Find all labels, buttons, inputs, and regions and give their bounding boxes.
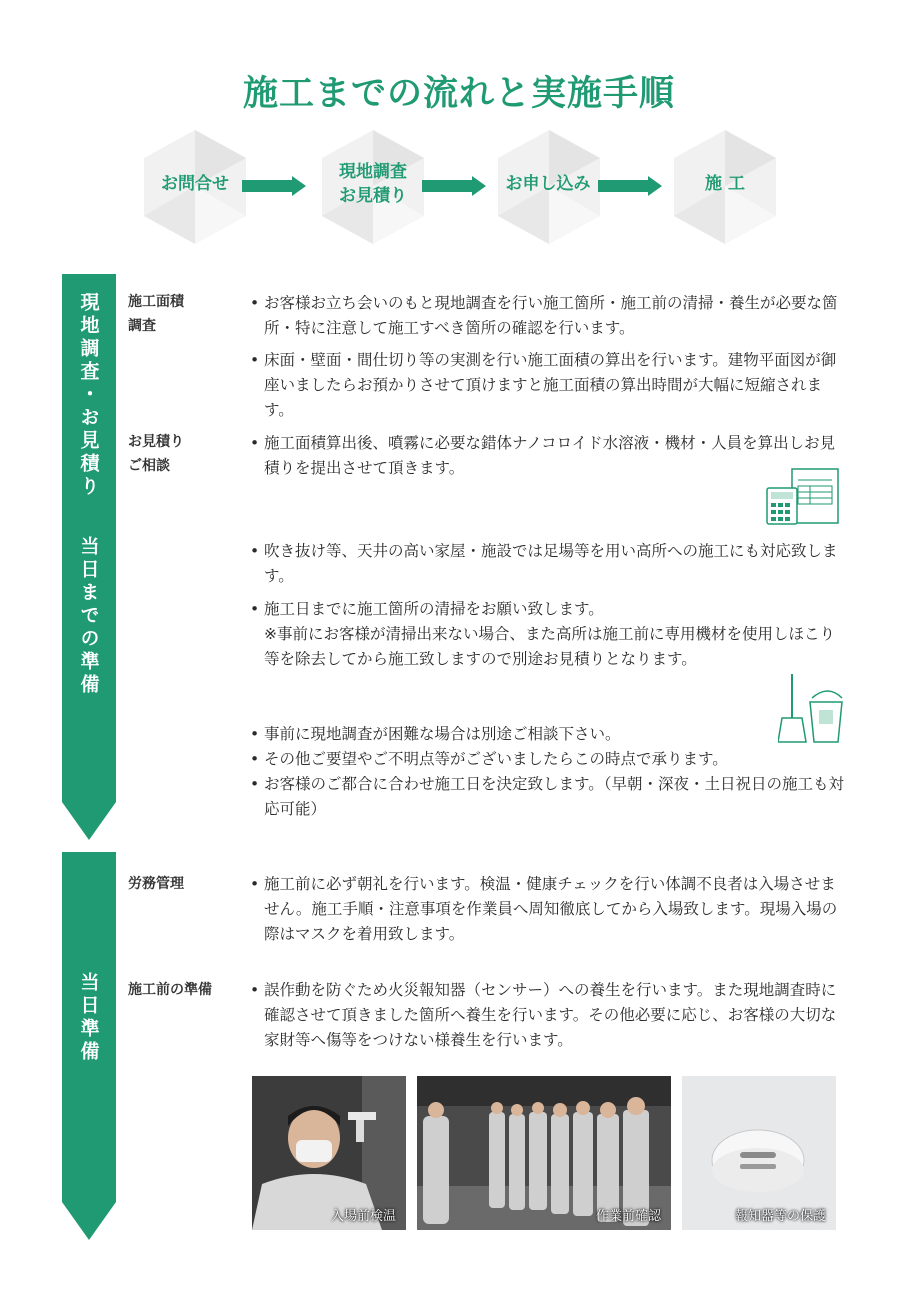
step-inquiry: お問合せ (161, 174, 229, 194)
bullet-quote-5: • その他ご要望やご不明点等がございましたらこの時点で承ります。 (248, 747, 848, 772)
label-labor: 労務管理 (128, 876, 184, 892)
bullet-survey-1: • お客様お立ち会いのもと現地調査を行い施工箇所・施工前の清掃・養生が必要な箇所・特に注意して施工すべき箇所の確認を行います。 (248, 291, 848, 341)
label-quote: お見積り ご相談 (128, 434, 184, 474)
page-title: 施工までの流れと実施手順 (242, 74, 675, 114)
bullet-quote-2: • 吹き抜け等、天井の高い家屋・施設では足場等を用い高所への施工にも対応致します。 (248, 539, 848, 589)
section-band-day (62, 852, 116, 1242)
step-survey: 現地調査 お見積り (339, 162, 407, 206)
photo-caption: 作業前確認 (595, 1209, 661, 1224)
bullet-quote-6: • お客様のご都合に合わせ施工日を決定致します。（早朝・深夜・土日祝日の施工も対応可能） (248, 772, 848, 822)
step-construction: 施 工 (705, 174, 745, 194)
bullet-survey-2: • 床面・壁面・間仕切り等の実測を行い施工面積の算出を行います。建物平面図が御座いましたらお預かりさせて頂けますと施工面積の算出時間が大幅に短縮されます。 (248, 348, 848, 423)
arrow-right-icon (598, 176, 662, 196)
photo-caption: 入場前検温 (330, 1209, 396, 1224)
band-label-survey: 現地調査・お見積り (77, 292, 100, 499)
section-band-survey (62, 274, 116, 842)
label-area-survey: 施工面積 調査 (128, 294, 184, 334)
band-label-day: 当日準備 (77, 972, 100, 1064)
arrow-right-icon (242, 176, 306, 196)
note-cleaning: ※事前にお客様が清掃出来ない場合、また高所は施工前に専用機材を使用しほこり等を除去してから施工致しますので別途お見積りとなります。 (264, 625, 835, 668)
photo-caption: 報知器等の保護 (734, 1209, 826, 1224)
photo-pre-work-check (417, 1076, 671, 1230)
calculator-document-icon (766, 468, 840, 526)
arrow-right-icon (422, 176, 486, 196)
bullet-prep: • 誤作動を防ぐため火災報知器（センサー）への養生を行います。また現地調査時に確認させて頂きました箇所へ養生を行います。その他必要に応じ、お客様の大切な家財等へ傷等をつけない様養生を行います。 (248, 978, 848, 1053)
photo-temperature-check (252, 1076, 406, 1230)
bullet-quote-3: • 施工日までに施工箇所の清掃をお願い致します。 (248, 597, 848, 622)
bullet-quote-1: • 施工面積算出後、噴霧に必要な錯体ナノコロイド水溶液・機材・人員を算出しお見積りを提出させて頂きます。 (248, 431, 848, 481)
label-prep: 施工前の準備 (128, 982, 212, 998)
photo-detector-protection (682, 1076, 836, 1230)
bullet-quote-4: • 事前に現地調査が困難な場合は別途ご相談下さい。 (248, 722, 848, 747)
band-label-preparation: 当日までの準備 (77, 536, 100, 697)
bullet-labor: • 施工前に必ず朝礼を行います。検温・健康チェックを行い体調不良者は入場させません。施工手順・注意事項を作業員へ周知徹底してから入場致します。現場入場の際はマスクを着用致します。 (248, 872, 848, 947)
step-application: お申し込み (505, 174, 591, 194)
